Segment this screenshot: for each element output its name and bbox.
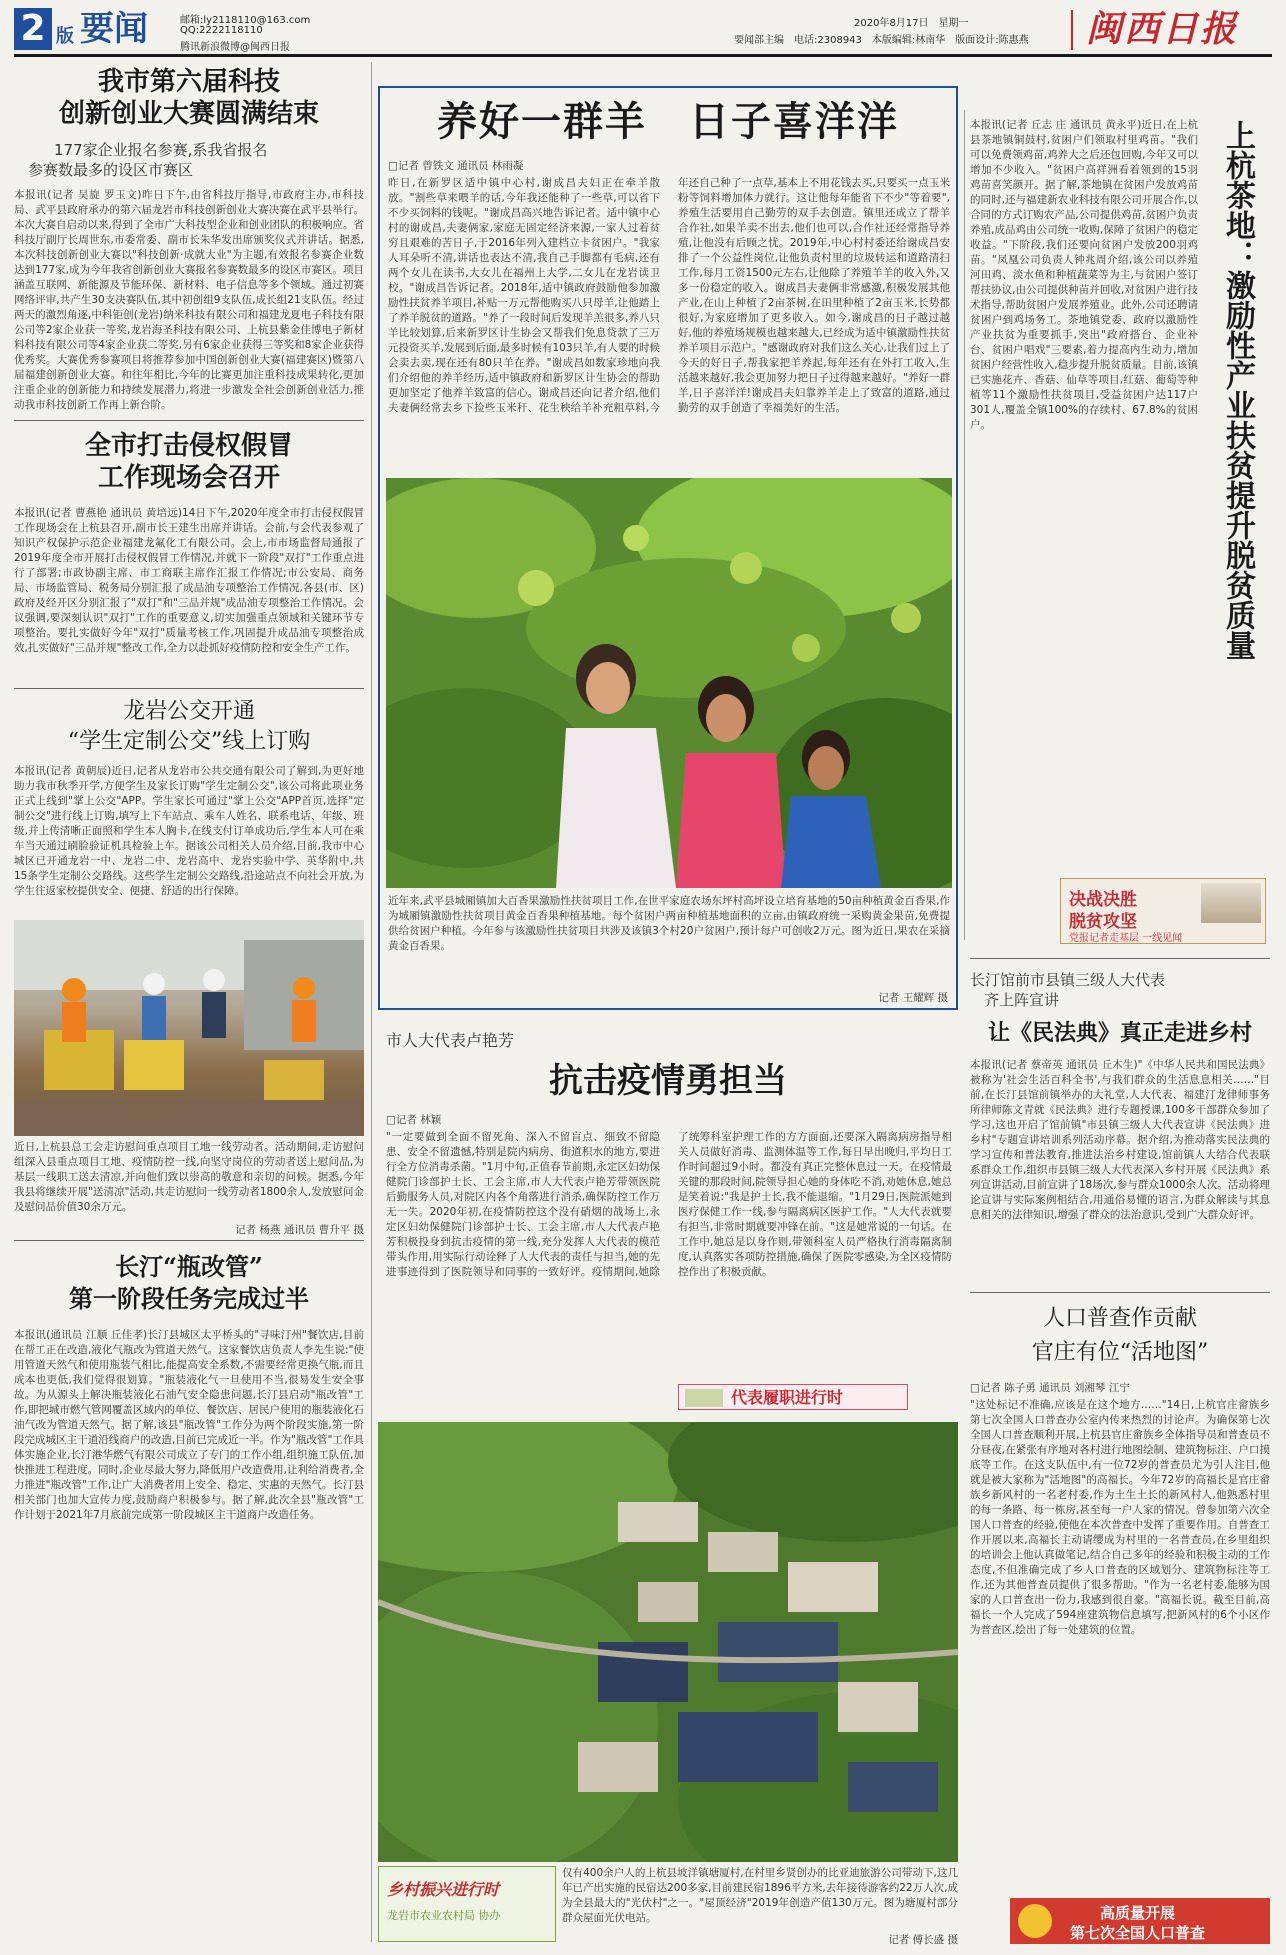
article-title: 我市第六届科技 (97, 67, 280, 97)
article-body: 本报讯(记者 曹燕艳 通讯员 黄培远)14日下午,2020年度全市打击侵权假冒工作现场会在上杭县召开,副市长王建生出席并讲话。会前,与会代表参观了知识产权保护示范企业福建龙氟化工有限公司。会上,市市场监督局通报了2019年度全市开展打击侵权假冒工作情况,并就下一阶段"双打"工作重点进行了部署;市政协副主席、市工商联主席作汇报工作情况;市公安局、商务局、市场监管局、税务局分别汇报了成品油专项整治工作情况,各县(市、区)政府及经开区分别汇报了"双打"和"三品并规"成品油专项整治工作情况。会议强调,要深刻认识"双打"工作的重要意义,切实加强重点领域和关键环节专项整治。要扎实做好今年"双打"质量考核工作,巩固提升成品油专项整治成效,扎实做好"三品并规"整改工作,全力以赴抓好疫情防控和安全生产工作。 (14, 507, 364, 654)
article-byline: □记者 林颖 (386, 1114, 442, 1126)
article-title: “学生定制公交”线上订购 (67, 729, 311, 754)
article-bottle-to-pipe (14, 1244, 364, 1944)
feature-right-body: 本报讯(记者 丘志 庄 通讯员 黄永平)近日,在上杭县茶地镇铜鼓村,贫困户们领取村里鸡苗。"我们可以免费领鸡苗,鸡养大之后还包回购,今年又可以增加不少收入。"贫困户高祥洲看着领到的15羽鸡苗喜笑颜开。据了解,茶地镇在贫困户发放鸡苗的同时,还与福建新农业科技有限公司开展合作,以合同的方式订购农产品,公司提供鸡苗,贫困户负责养殖,成品鸡由公司统一收购,保障了贫困户的稳定收益。"下阶段,我们还要向贫困户发放200羽鸡苗。"凤凰公司负责人钟兆周介绍,该公司以养殖河田鸡、淡水鱼和种植蔬菜等为主,与贫困户签订帮扶协议,由公司提供种苗并回收,对贫困户进行技术指导,帮助贫困户发展养殖业。此外,公司还聘请贫困户到鸡场务工。茶地镇党委、政府以激励性产业扶贫为重要抓手,突出"政府搭台、企业补台、贫困户唱戏"三要素,着力提高内生动力,增加贫困户经营性收入,稳步提升脱贫质量。目前,该镇已实施花卉、香菇、仙草等项目,红菇、葡萄等种植等11个激励性扶贫项目,受益贫困户达117户301人,覆盖全镇100%的存续村、67.8%的贫困户。 (970, 119, 1198, 431)
article-subtitle: 参赛数最多的设区市赛区 (28, 161, 194, 179)
workers-photo-caption: 近日,上杭县总工会走访慰问重点项目工地一线劳动者。活动期间,走访慰问组深入县重点项目工地、疫情防控一线,向坚守岗位的劳动者送上慰问品,为基层一线职工送去清凉,并向他们致以崇高的敬意和亲切的问候。据悉,今年我县将继续开展"送清凉"活动,共走访慰问一线劳动者1800余人,发放慰问金及慰问品价值30余万元。 (14, 1141, 364, 1213)
passionfruit-photo (386, 478, 952, 888)
badge-line-2: 脱贫攻坚 (1069, 912, 1137, 932)
feature-title: 养好一群羊 日子喜洋洋 (437, 98, 899, 145)
section-rule (14, 688, 364, 689)
section-rule (970, 1292, 1270, 1293)
article-kicker: 长汀馆前市县镇三级人大代表 (970, 971, 1166, 989)
village-credit: 记者 傅长盛 摄 (888, 1934, 958, 1946)
article-census (970, 1296, 1270, 1896)
passionfruit-photo-illustration (386, 478, 952, 888)
article-title: 全市打击侵权假冒 (84, 431, 293, 461)
article-civil-code (970, 962, 1270, 1282)
article-body: 本报讯(通讯员 江顺 丘佳孝)长汀县城区太平桥头的"寻味汀州"餐饮店,目前在帮工正在改造,液化气瓶改为管道天然气。这家餐饮店负责人李先生说:"使用管道天然气和使用瓶装气相比,能提高安全系数,不需要经常更换气瓶,而且成本也更低,我们觉得很划算。"瓶装液化气一旦使用不当,很易发生安全事故。为从源头上解决瓶装液化石油气安全隐患问题,长汀县启动"瓶改管"工作,即把城市燃气管网覆盖区域内的单位、餐饮店、居民户使用的瓶装液化石油气改为管道天然气。据了解,该县"瓶改管"工作分为两个阶段实施,第一阶段完成城区主干道沿线商户的改造,目前已完成近一半。作为"瓶改管"工作具体实施企业,长汀港华燃气有限公司成立了专门的工作小组,组织施工队伍,加快推进工程进度。同时,企业尽最大努力,降低用户改造费用,让利给消费者,全力推进"瓶改管"工作,让广大消费者用上安全、稳定、实惠的天然气。长汀县相关部门也加大宣传力度,鼓励商户积极参与。据了解,此次全县"瓶改管"工作计划于2021年7月底前完成第一阶段城区主干道商户改造任务。 (14, 1329, 364, 1521)
badge-photo (1201, 883, 1261, 923)
contact-weibo: 腾讯新浪微博@闽西日报 (180, 42, 290, 53)
contact-email: 邮箱:ly2118110@163.com (180, 15, 311, 26)
masthead-rule (14, 54, 1272, 57)
article-title: 长汀“瓶改管” (115, 1252, 263, 1281)
feature-right-title-box (1204, 112, 1270, 812)
feature-right-title: 上杭茶地：激励性产业扶贫提升脱贫质量 (1220, 120, 1255, 660)
census-badge-line-1: 高质量开展 (1100, 1904, 1176, 1922)
article-body: 本报讯(记者 黄朝辰)近日,记者从龙岩市公共交通有限公司了解到,为更好地助力我市秋季开学,方便学生及家长订购"学生定制公交",该公司将此项业务正式上线到"掌上公交"APP。学生家长可通过"掌上公交"APP首页,选择"定制公交"进行线上订购,填写上下车站点、乘车人姓名、联系电话、年级、班级,并上传清晰正面照和学生本人胸卡,在线支付订单成功后,学生本人可在乘车当天通过刷脸验证机具检验上车。据该公司相关人员介绍,目前,我市中心城区已开通龙岩一中、龙岩二中、龙岩高中、龙岩实验中学、英华附中,共15条学生定制公交路线。这些学生定制公交路线,沿途站点不向社会开放,为学生往返家校提供安全、便捷、舒适的出行保障。 (14, 765, 364, 897)
representative-badge (678, 1384, 908, 1410)
feature-box (378, 86, 958, 1010)
article-title: 让《民法典》真正走进乡村 (987, 1020, 1252, 1046)
article-subtitle: 177家企业报名参赛,系我省报名 (54, 141, 268, 159)
article-title: 抗击疫情勇担当 (549, 1061, 787, 1101)
article-title: 创新创业大赛圆满结束 (58, 99, 319, 129)
poverty-badge (1060, 878, 1266, 944)
article-title: 人口普查作贡献 (1042, 1306, 1197, 1331)
badge-line-3: 党报记者走基层 一线见闻 (1069, 933, 1183, 944)
article-body: "一定要做到全面不留死角、深入不留盲点、细致不留隐患、安全不留遗憾,特别是院内病房、街道积水的地方,要进行全方位消毒杀菌。"1月中旬,正值春节前期,永定区妇幼保健院门诊部护士长、工会主席,市人大代表卢艳芳带领医院后勤服务人员,对院区内各个角落进行消杀,确保防控工作万无一失。2020年初,在疫情防控这个没有硝烟的战场上,永定区妇幼保健院门诊部护士长、工会主席,市人大代表卢艳芳积极投身到抗击疫情的第一线,充分发挥人大代表的模范带头作用,用实际行动诠释了人大代表的责任与担当,她的先进事迹得到了医院领导和同事的一致好评。疫情期间,她除了统筹科室护理工作的方方面面,还要深入隔离病房指导相关人员做好消毒、监测体温等工作,每日早出晚归,平均日工作时间超过9小时。都没有真正完整休息过一天。在疫情最关键的那段时间,院领导担心她的身体吃不消,劝她休息,她总是笑着说:"我是护士长,我不能退缩。"1月29日,医院派她到医疗保健工作一线,参与隔离病区医护工作。"人大代表就要有担当,非常时期就要冲锋在前。"这是她常说的一句话。在工作中,她总是以身作则,带领科室人员严格执行消毒隔离制度,认真落实各项防控措施,确保了医院零感染,为全区疫情防控作出了积极贡献。 (386, 1131, 952, 1278)
article-body: 本报讯(记者 吴旋 罗玉文)昨日下午,由省科技厅指导,市政府主办,市科技局、武平县政府承办的第六届龙岩市科技创新创业大赛决赛在武平县举行。本次大赛自启动以来,得到了全市广大科技型企业和创业团队的积极响应。省科技厅副厅长周世东,市委常委、副市长朱华发出席颁奖仪式并讲话。据悉,本次科技创新创业大赛以"科技创新·成就大业"为主题,有效报名参赛企业数达到177家,成为今年我省创新创业大赛报名参赛数最多的设区市赛区。项目涵盖互联网、新能源及节能环保、新材料、电子信息等多个领域。通过初赛网络评审,共产生30支决赛队伍,其中初创组9支队伍,成长组21支队伍。经过两天的激烈角逐,中科钜创(龙岩)纳米科技有限公司和福建龙夏电子科技有限公司等2家企业获一等奖,龙岩海圣科技有限公司、上杭县紫金佳博电子新材料科技有限公司等4家企业获二等奖,另有6家企业获得三等奖和8家企业获得优秀奖。大赛优秀参赛项目将推荐参加中国创新创业大赛(福建赛区)暨第八届福建创新创业大赛。和往年相比,今年的比赛更加注重科技成果转化,更加注重企业的创新能力和持续发展潜力,将进一步激发全社会创新创业活力,推动我市科技创新工作再上新台阶。 (14, 189, 364, 410)
workers-photo (14, 920, 364, 1136)
passionfruit-credit: 记者 王耀辉 摄 (878, 992, 948, 1004)
passionfruit-caption: 近年来,武平县城厢镇加大百香果激励性扶贫项目工作,在世平家庭农场东坪村高坪设立培育基地的50亩种植黄金百香果,作为城厢镇激励性扶贫项目黄金百香果种植基地。每个贫困户两亩种植基地面积的立亩,由镇政府统一采购黄金果苗,免费提供给贫困户种植。今年参与该激励性扶贫项目共涉及该镇3个村20户贫困户,预计每户可创收2万元。图为近日,果农在采摘黄金百香果。 (388, 895, 950, 952)
village-photo-illustration (378, 1422, 958, 1862)
col-divider-left (371, 62, 372, 1942)
col-divider-right (964, 110, 965, 940)
article-body: "这处标记不准确,应该是在这个地方……"14日,上杭官庄畲族乡第七次全国人口普查办公室内传来热烈的讨论声。为确保第七次全国人口普查顺利开展,上杭县官庄畲族乡全体指导员和普查员不分昼夜,在紧张有序地对各村进行地图绘制、建筑物标注、户口摸底等工作。在这支队伍中,有一位72岁的普查员尤为引人注目,他就是被大家称为"活地图"的高福长。今年72岁的高福长是官庄畲族乡新风村的一名老村委,作为土生土长的新风村人,他熟悉村里的每一条路、每一栋房,甚至每一户人家的情况。曾参加第六次全国人口普查的经验,使他在本次普查中发挥了重要作用。自普查工作开展以来,高福长主动请缨成为村里的一名普查员,在乡里组织的培训会上他认真做笔记,结合自己多年的经验和积极主动的工作态度,不但准确完成了乡人口普查的区域划分、建筑物标注等工作,还为其他普查员提供了很多帮助。"作为一名老村委,能够为国家的人口普查出一份力,我感到很自豪。"高福长说。截至目前,高福长一个人完成了594座建筑物信息填写,把新风村的6个小区作为普查区,绘出了每一处建筑的位置。 (970, 1399, 1270, 1636)
article-title: 第一阶段任务完成过半 (69, 1284, 309, 1313)
issue-date: 2020年8月17日 星期一 (854, 18, 969, 29)
header-divider (1071, 10, 1073, 50)
tag-subtitle: 龙岩市农业农村局 协办 (387, 1909, 501, 1922)
newspaper-logo: 闽西日报 (1086, 8, 1239, 50)
article-body: 本报讯(记者 蔡帝英 通讯员 丘木生)"《中华人民共和国民法典》被称为'社会生活百科全书',与我们群众的生活息息相关……"目前,在长汀县馆前镇举办的大礼堂,人大代表、福建汀龙律师事务所律师陈文青就《民法典》进行专题授课,100多干部群众参加了学习,这也开启了馆前镇"市县镇三级人大代表宣讲《民法典》进乡村"专题宣讲培训系列活动序幕。据介绍,为推动落实民法典的学习宣传和普法教育,推进法治乡村建设,馆前镇人大结合代表联系群众工作,组织市县镇三级人大代表深入乡村开展《民法典》系列宣讲活动,目前宣讲了18场次,参与群众1000余人次。活动将理论宣讲与实际案例相结合,用通俗易懂的语言,为群众解读与其息息相关的法律知识,增强了群众的法治意识,受到广大群众好评。 (970, 1059, 1270, 1221)
masthead (14, 8, 1272, 52)
badge-label: 代表履职进行时 (731, 1388, 844, 1407)
tag-title: 乡村振兴进行时 (387, 1880, 500, 1899)
feature-body: 昨日,在新罗区适中镇中心村,谢成昌夫妇正在牵羊散放。"割些草来喂羊的话,今年我还能种了一些草,可以省下不少买饲料的钱呢。"谢成昌高兴地告诉记者。适中镇中心村的谢成昌,夫妻俩家,家庭无固定经济来源,一家人过着贫穷且艰难的苦日子,于2016年列入建档立卡贫困户。"我家人耳朵听不清,讲话也表达不清,我自己手脚都有毛病,还有两个女儿在读书,大女儿在福州上大学,二女儿在龙岩读卫校。"谢成昌告诉记者。2018年,适中镇政府鼓励他参加激励性扶贫养羊项目,补贴一万元帮他购买八只母羊,让他踏上了养羊脱贫的道路。"养了一段时间后发现羊羔很多,养八只羊比较划算,后来新罗区计生协会又帮我们免息贷款了三万元投资买羊,发展到后面,最多时候有103只羊,有人要的时候会卖去卖,现在还有80只羊在养。"谢成昌如数家珍地向我们介绍他的养羊经历,适中镇政府和新罗区计生协会的帮助更加坚定了他养羊致富的信心。谢成昌还向记者介绍,他们夫妻俩经常去乡下捡些玉米秆、花生秧给羊补充粗草料,今年还自己种了一点草,基本上不用花钱去买,只要买一点玉米粉等饲料增加体力就行。这让他每年能省下不少"等着要",养殖生活要用自己勤劳的双手去创造。镇里还成立了帮羊合作社,如果羊卖不出去,他们也可以,合作社还经常指导养殖,让他没有后顾之忧。2019年,中心村村委还给谢成昌安排了一个公益性岗位,让他负责村里的垃圾转运和道路清扫工作,每月工资1500元左右,让他除了养殖羊羊的收入外,又多一份稳定的收入。谢成昌夫妻俩非常感激,积极发展其他产业,在山上种植了2亩茶树,在田里种植了2亩玉米,长势都很好,为家庭增加了更多收入。如今,谢成昌的日子越过越好,他的养殖场规模也越来越大,已经成为适中镇激励性扶贫养羊项目示范户。"感谢政府对我们这么关心,让我们过上了今天的好日子,帮我家把羊养起,每年还有在外打工收入,生活越来越好,我会更加努力把日子过得越来越好。"养好一群羊,日子喜洋洋!谢成昌夫妇靠养羊走上了致富的道路,通过勤劳的双手创造了幸福美好的生活。 (388, 177, 950, 414)
badge-icon (685, 1389, 723, 1407)
badge-line-1: 决战决胜 (1069, 890, 1137, 910)
section-rule (14, 420, 364, 421)
page-suffix: 版 (56, 26, 74, 47)
village-caption: 仅有400余户人的上杭县坡洋镇塘厦村,在村里乡贤创办的比亚迪旅游公司带动下,这几年已产出实施的民宿达200多家,目前建民宿1896平方米,去年接待游客约22万人次,成为全县最大的"光伏村"之一。"屋顶经济"2019年创造产值130万元。图为塘厦村部分群众屋面光伏电站。 (562, 1867, 958, 1924)
section-rule (14, 1240, 364, 1241)
rural-revitalization-tag (378, 1866, 556, 1942)
census-badge-line-2: 第七次全国人口普查 (1070, 1924, 1206, 1942)
workers-photo-credit: 记者 杨燕 通讯员 曹升平 摄 (235, 1224, 364, 1236)
article-kicker: 齐上阵宣讲 (984, 991, 1060, 1009)
article-kicker: 市人大代表卢艳芳 (386, 1031, 515, 1050)
editor-line: 要闻部主编 电话:2308943 本版编辑:林南华 版面设计:陈惠燕 (734, 35, 1029, 46)
feature-byline: □记者 曾铁文 通讯员 林雨凝 (388, 160, 524, 172)
workers-photo-illustration (14, 920, 364, 1136)
article-anti-counterfeit (14, 424, 364, 684)
article-science-contest (14, 62, 364, 417)
village-aerial-photo (378, 1422, 958, 1862)
article-title: 官庄有位“活地图” (1031, 1340, 1209, 1365)
census-emblem-icon (1018, 1904, 1052, 1938)
contact-qq: QQ:2222118110 (180, 25, 263, 36)
article-title: 工作现场会召开 (97, 463, 280, 493)
census-badge (1010, 1898, 1270, 1944)
section-title: 要闻 (80, 9, 148, 49)
article-byline: □记者 陈子勇 通讯员 刘湘琴 江宁 (970, 1382, 1130, 1394)
section-rule (970, 958, 1270, 959)
page-number-badge: 2 (14, 8, 52, 50)
article-title: 龙岩公交开通 (122, 699, 255, 724)
